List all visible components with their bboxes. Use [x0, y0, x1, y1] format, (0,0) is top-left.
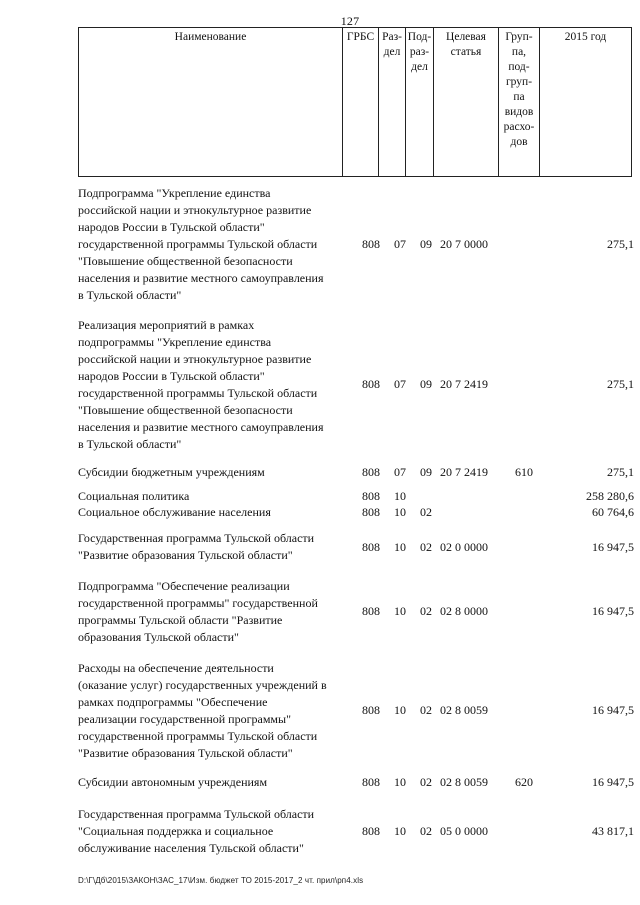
- column-header-name: Наименование: [79, 28, 343, 177]
- row-amount: 275,1: [607, 465, 634, 479]
- row-name: Государственная программа Тульской области "Развитие образования Тульской области": [78, 531, 315, 562]
- row-amount: 16 947,5: [592, 775, 634, 789]
- row-razdel: 10: [394, 775, 406, 789]
- row-grbs: 808: [362, 604, 380, 618]
- row-razdel: 10: [394, 489, 406, 503]
- row-celevaya: 02 0 0000: [440, 540, 488, 554]
- row-grbs: 808: [362, 775, 380, 789]
- row-amount: 43 817,1: [592, 824, 634, 838]
- row-name: Подпрограмма "Укрепление единства российской нации и этнокультурное развитие народов России в Тульской области" государственной программы Тульской области "Повышение общественной безопасности населения и развитие местного самоуправления в Тульской области": [78, 186, 324, 302]
- row-grbs: 808: [362, 505, 380, 519]
- row-amount: 275,1: [607, 377, 634, 391]
- row-grbs: 808: [362, 540, 380, 554]
- row-name: Субсидии автономным учреждениям: [78, 775, 268, 789]
- row-podrazdel: 09: [420, 237, 432, 251]
- row-amount: 16 947,5: [592, 540, 634, 554]
- row-razdel: 10: [394, 505, 406, 519]
- row-podrazdel: 02: [420, 703, 432, 717]
- row-grbs: 808: [362, 377, 380, 391]
- row-podrazdel: 02: [420, 604, 432, 618]
- column-header-celevaya: Целевая статья: [434, 28, 499, 177]
- row-podrazdel: 09: [420, 465, 432, 479]
- row-razdel: 07: [394, 377, 406, 391]
- row-celevaya: 02 8 0000: [440, 604, 488, 618]
- row-razdel: 07: [394, 465, 406, 479]
- row-grbs: 808: [362, 824, 380, 838]
- page-number: 127: [340, 14, 360, 28]
- row-celevaya: 20 7 0000: [440, 237, 488, 251]
- row-amount: 16 947,5: [592, 604, 634, 618]
- row-gruppa: 610: [515, 465, 533, 479]
- column-header-razdel: Раз- дел: [379, 28, 406, 177]
- row-razdel: 10: [394, 703, 406, 717]
- row-grbs: 808: [362, 465, 380, 479]
- column-header-year: 2015 год: [540, 28, 632, 177]
- table-header: [78, 27, 632, 177]
- column-header-grbs: ГРБС: [343, 28, 379, 177]
- row-podrazdel: 02: [420, 824, 432, 838]
- row-name: Реализация мероприятий в рамках подпрограммы "Укрепление единства российской нации и этнокультурное развитие народов России в Тульской области" государственной программы Тульской области "Повышение общественной безопасности населения и развитие местного самоуправления в Тульской области": [78, 318, 324, 451]
- row-amount: 60 764,6: [592, 505, 634, 519]
- row-name: Государственная программа Тульской области "Социальная поддержка и социальное обслуживание населения Тульской области": [78, 807, 315, 855]
- row-celevaya: 20 7 2419: [440, 465, 488, 479]
- row-razdel: 07: [394, 237, 406, 251]
- row-amount: 16 947,5: [592, 703, 634, 717]
- row-podrazdel: 02: [420, 775, 432, 789]
- row-name: Подпрограмма "Обеспечение реализации государственной программы" государственной программы Тульской области "Развитие образования Тульской области": [78, 579, 318, 644]
- row-podrazdel: 02: [420, 540, 432, 554]
- row-grbs: 808: [362, 489, 380, 503]
- row-name: Социальная политика: [78, 489, 190, 503]
- row-celevaya: 02 8 0059: [440, 775, 488, 789]
- row-amount: 275,1: [607, 237, 634, 251]
- file-path-footer: D:\Г\Дб\2015\ЗАКОН\ЗАС_17\Изм. бюджет ТО 2015-2017_2 чт. прил\рп4.xls: [78, 876, 364, 885]
- column-header-podrazdel: Под- раз- дел: [406, 28, 434, 177]
- row-name: Субсидии бюджетным учреждениям: [78, 465, 265, 479]
- row-razdel: 10: [394, 824, 406, 838]
- row-name: Социальное обслуживание населения: [78, 505, 271, 519]
- row-podrazdel: 09: [420, 377, 432, 391]
- column-header-gruppa: Груп- па, под- груп- па видов расхо- дов: [499, 28, 540, 177]
- row-grbs: 808: [362, 237, 380, 251]
- row-gruppa: 620: [515, 775, 533, 789]
- row-celevaya: 20 7 2419: [440, 377, 488, 391]
- row-razdel: 10: [394, 604, 406, 618]
- row-celevaya: 05 0 0000: [440, 824, 488, 838]
- row-name: Расходы на обеспечение деятельности (оказание услуг) государственных учреждений в рамках подпрограммы "Обеспечение реализации государственной программы" государственной программы Тульской области "Развитие образования Тульской области": [78, 661, 327, 760]
- row-podrazdel: 02: [420, 505, 432, 519]
- row-amount: 258 280,6: [586, 489, 634, 503]
- row-grbs: 808: [362, 703, 380, 717]
- row-razdel: 10: [394, 540, 406, 554]
- row-celevaya: 02 8 0059: [440, 703, 488, 717]
